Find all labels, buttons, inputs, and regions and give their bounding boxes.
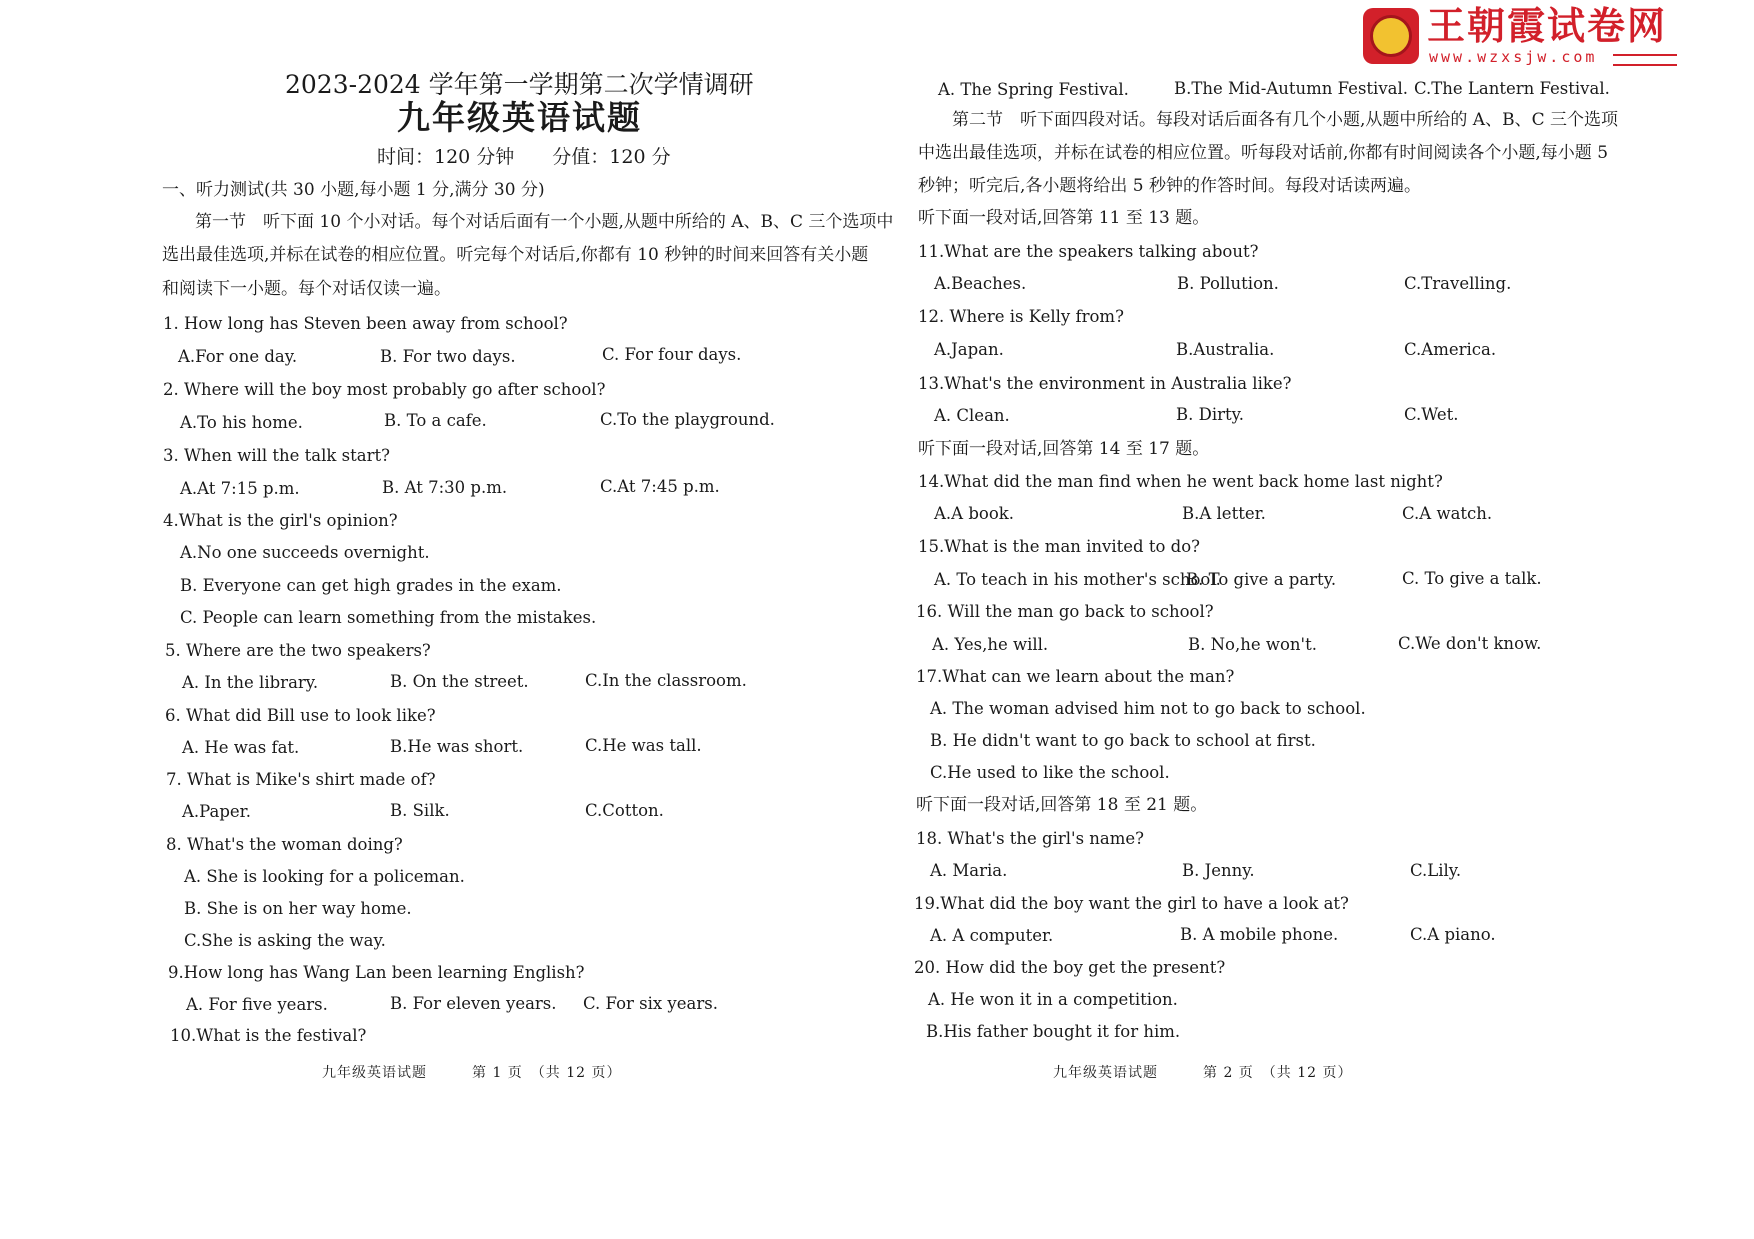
question-11: 11.What are the speakers talking about?	[918, 242, 1259, 261]
option-a: A.At 7:15 p.m.	[180, 479, 300, 498]
option-a: A. To teach in his mother's school.	[934, 570, 1221, 589]
option-b: B. Silk.	[390, 801, 450, 820]
option-c: C.A piano.	[1410, 925, 1496, 944]
option-c: C.America.	[1404, 340, 1497, 359]
option-c: C.Cotton.	[585, 801, 664, 820]
question-9: 9.How long has Wang Lan been learning English?	[168, 963, 585, 982]
option-a: A. In the library.	[182, 673, 319, 692]
option-a: A. He was fat.	[182, 738, 300, 757]
instruction-line: 和阅读下一小题。每个对话仅读一遍。	[162, 279, 451, 299]
dialogue-intro: 听下面一段对话,回答第 14 至 17 题。	[918, 439, 1210, 459]
question-12: 12. Where is Kelly from?	[918, 307, 1124, 326]
option-c: C. People can learn something from the mistakes.	[180, 608, 597, 627]
option-b: B. Jenny.	[1182, 861, 1255, 880]
brand-url: www.wzxsjw.com	[1429, 48, 1598, 66]
option-a: A. A computer.	[930, 926, 1054, 945]
exam-subject-title: 九年级英语试题	[397, 98, 642, 137]
option-b: B. To a cafe.	[384, 411, 487, 430]
option-a: A.Beaches.	[934, 274, 1027, 293]
option-b: B. Everyone can get high grades in the exam.	[180, 576, 562, 595]
instruction-line: 秒钟；听完后,各小题将给出 5 秒钟的作答时间。每段对话读两遍。	[918, 176, 1422, 196]
option-a: A.A book.	[934, 504, 1014, 523]
option-c: C.We don't know.	[1398, 634, 1542, 653]
question-10: 10.What is the festival?	[170, 1026, 367, 1045]
option-b: B. Pollution.	[1177, 274, 1279, 293]
option-a: A. Maria.	[930, 861, 1008, 880]
exam-title: 2023-2024 学年第一学期第二次学情调研	[285, 70, 754, 99]
option-c: C.In the classroom.	[585, 671, 747, 690]
option-b: B.The Mid-Autumn Festival.	[1174, 79, 1409, 98]
option-c: C.To the playground.	[600, 410, 775, 429]
option-b: B. For two days.	[380, 347, 516, 366]
instruction-line: 第一节 听下面 10 个小对话。每个对话后面有一个小题,从题中所给的 A、B、C 三个选项中	[195, 212, 894, 232]
option-c: C.At 7:45 p.m.	[600, 477, 720, 496]
question-2: 2. Where will the boy most probably go after school?	[163, 380, 606, 399]
option-b: B. For eleven years.	[390, 994, 557, 1013]
option-c: C.He was tall.	[585, 736, 702, 755]
question-20: 20. How did the boy get the present?	[914, 958, 1226, 977]
option-b: B. A mobile phone.	[1180, 925, 1339, 944]
question-6: 6. What did Bill use to look like?	[165, 706, 436, 725]
question-17: 17.What can we learn about the man?	[916, 667, 1235, 686]
option-a: A. For five years.	[186, 995, 328, 1014]
option-b: B.He was short.	[390, 737, 524, 756]
option-b: B.Australia.	[1176, 340, 1275, 359]
option-a: A.For one day.	[178, 347, 298, 366]
option-a: A. She is looking for a policeman.	[184, 867, 465, 886]
instruction-line: 第二节 听下面四段对话。每段对话后面各有几个小题,从题中所给的 A、B、C 三个选项	[952, 110, 1618, 130]
question-3: 3. When will the talk start?	[163, 446, 390, 465]
option-b: B. He didn't want to go back to school at first.	[930, 731, 1316, 750]
question-18: 18. What's the girl's name?	[916, 829, 1145, 848]
option-b: B. No,he won't.	[1188, 635, 1317, 654]
option-b: B. She is on her way home.	[184, 899, 412, 918]
option-c: C.Travelling.	[1404, 274, 1512, 293]
question-5: 5. Where are the two speakers?	[165, 641, 431, 660]
option-b: B. To give a party.	[1186, 570, 1337, 589]
question-14: 14.What did the man find when he went back home last night?	[918, 472, 1443, 491]
option-c: C.She is asking the way.	[184, 931, 386, 950]
option-c: C.He used to like the school.	[930, 763, 1170, 782]
question-13: 13.What's the environment in Australia like?	[918, 374, 1292, 393]
page-footer: 九年级英语试题 第 1 页 （共 12 页）	[322, 1065, 622, 1081]
option-c: C. For four days.	[602, 345, 742, 364]
brand-name: 王朝霞试卷网	[1427, 4, 1668, 48]
option-a: A.Japan.	[934, 340, 1004, 359]
dialogue-intro: 听下面一段对话,回答第 11 至 13 题。	[918, 208, 1210, 228]
option-b: B.A letter.	[1182, 504, 1266, 523]
option-a: A. Yes,he will.	[932, 635, 1049, 654]
option-a: A.To his home.	[180, 413, 303, 432]
option-b: B. Dirty.	[1176, 405, 1245, 424]
question-4: 4.What is the girl's opinion?	[163, 511, 398, 530]
option-a: A.Paper.	[182, 802, 252, 821]
option-a: A. He won it in a competition.	[928, 990, 1178, 1009]
option-b: B.His father bought it for him.	[926, 1022, 1181, 1041]
option-a: A. The Spring Festival.	[938, 80, 1129, 99]
option-a: A.No one succeeds overnight.	[180, 543, 430, 562]
question-1: 1. How long has Steven been away from school?	[163, 314, 568, 333]
question-16: 16. Will the man go back to school?	[916, 602, 1214, 621]
instruction-line: 选出最佳选项,并标在试卷的相应位置。听完每个对话后,你都有 10 秒钟的时间来回答有关小题	[162, 245, 869, 265]
option-c: C. To give a talk.	[1402, 569, 1542, 588]
exam-page-2	[900, 0, 1754, 1239]
option-c: C. For six years.	[583, 994, 718, 1013]
option-c: C.The Lantern Festival.	[1414, 79, 1610, 98]
option-c: C.Lily.	[1410, 861, 1462, 880]
option-b: B. On the street.	[390, 672, 529, 691]
question-8: 8. What's the woman doing?	[166, 835, 403, 854]
question-19: 19.What did the boy want the girl to have a look at?	[914, 894, 1349, 913]
time-and-score: 时间：120 分钟 分值：120 分	[377, 146, 671, 168]
option-c: C.Wet.	[1404, 405, 1459, 424]
page-footer: 九年级英语试题 第 2 页 （共 12 页）	[1053, 1065, 1353, 1081]
question-15: 15.What is the man invited to do?	[918, 537, 1201, 556]
option-c: C.A watch.	[1402, 504, 1493, 523]
question-7: 7. What is Mike's shirt made of?	[166, 770, 436, 789]
instruction-line: 中选出最佳选项，并标在试卷的相应位置。听每段对话前,你都有时间阅读各个小题,每小题 5	[918, 143, 1609, 163]
dialogue-intro: 听下面一段对话,回答第 18 至 21 题。	[916, 795, 1208, 815]
option-a: A. Clean.	[934, 406, 1010, 425]
section-heading: 一、听力测试(共 30 小题,每小题 1 分,满分 30 分)	[162, 180, 545, 200]
option-b: B. At 7:30 p.m.	[382, 478, 508, 497]
option-a: A. The woman advised him not to go back to school.	[930, 699, 1366, 718]
